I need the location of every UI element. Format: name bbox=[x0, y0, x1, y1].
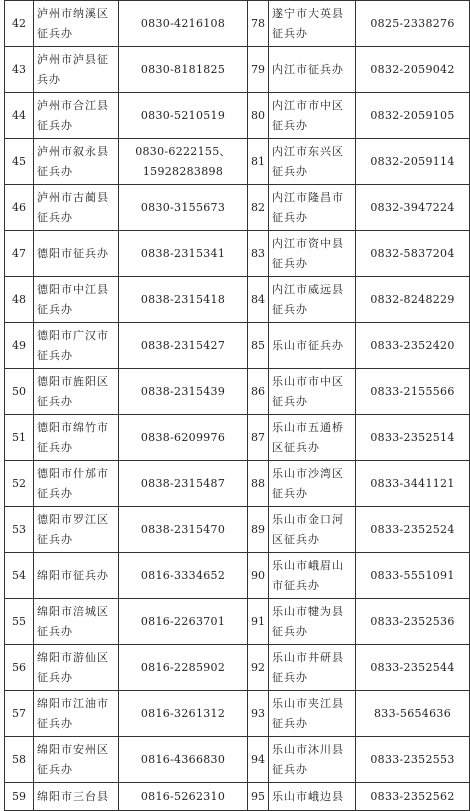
office-name: 绵阳市游仙区征兵办 bbox=[34, 645, 119, 691]
phone-cell bbox=[119, 231, 248, 277]
phone-cell bbox=[356, 323, 470, 369]
office-name: 内江市资中县征兵办 bbox=[269, 231, 356, 277]
phone-number: 0838-2315487 bbox=[140, 476, 226, 490]
row-index: 90 bbox=[248, 553, 269, 599]
office-name: 内江市征兵办 bbox=[269, 47, 356, 93]
office-name: 泸州市泸县征兵办 bbox=[34, 47, 119, 93]
table-row bbox=[5, 139, 470, 185]
phone-cell bbox=[119, 461, 248, 507]
table-row bbox=[5, 323, 470, 369]
table-body bbox=[5, 1, 470, 811]
phone-number: 0832-3947224 bbox=[370, 200, 455, 214]
office-name: 德阳市绵竹市征兵办 bbox=[34, 415, 119, 461]
phone-number: 0830-4216108 bbox=[140, 16, 226, 30]
phone-cell bbox=[119, 599, 248, 645]
row-index: 42 bbox=[5, 1, 34, 47]
phone-cell bbox=[119, 1, 248, 47]
row-index: 54 bbox=[5, 553, 34, 599]
row-index: 93 bbox=[248, 691, 269, 737]
phone-cell bbox=[119, 415, 248, 461]
phone-cell bbox=[119, 47, 248, 93]
phone-cell bbox=[356, 231, 470, 277]
row-index: 82 bbox=[248, 185, 269, 231]
table-row bbox=[5, 231, 470, 277]
recruitment-office-contact-table bbox=[4, 0, 470, 811]
phone-cell bbox=[356, 737, 470, 783]
phone-number: 0838-2315341 bbox=[140, 246, 226, 260]
phone-cell bbox=[119, 93, 248, 139]
phone-cell bbox=[119, 507, 248, 553]
row-index: 87 bbox=[248, 415, 269, 461]
office-name: 泸州市纳溪区征兵办 bbox=[34, 1, 119, 47]
row-index: 45 bbox=[5, 139, 34, 185]
phone-number: 0833-2352420 bbox=[370, 338, 455, 352]
phone-number: 0833-5551091 bbox=[370, 568, 455, 582]
phone-number: 0825-2338276 bbox=[370, 16, 455, 30]
office-name: 绵阳市安州区征兵办 bbox=[34, 737, 119, 783]
office-name: 乐山市征兵办 bbox=[269, 323, 356, 369]
phone-cell bbox=[119, 323, 248, 369]
phone-cell bbox=[356, 691, 470, 737]
row-index: 92 bbox=[248, 645, 269, 691]
phone-cell bbox=[356, 93, 470, 139]
row-index: 53 bbox=[5, 507, 34, 553]
phone-number: 0816-3334652 bbox=[140, 568, 226, 582]
row-index: 49 bbox=[5, 323, 34, 369]
phone-number: 0816-3261312 bbox=[140, 706, 226, 720]
office-name: 德阳市旌阳区征兵办 bbox=[34, 369, 119, 415]
row-index: 58 bbox=[5, 737, 34, 783]
office-name: 乐山市沐川县征兵办 bbox=[269, 737, 356, 783]
phone-number: 15928283898 bbox=[142, 164, 224, 178]
phone-number: 0816-5262310 bbox=[140, 789, 226, 803]
row-index: 55 bbox=[5, 599, 34, 645]
office-name: 泸州市叙永县征兵办 bbox=[34, 139, 119, 185]
phone-cell bbox=[119, 139, 248, 185]
office-name: 内江市东兴区征兵办 bbox=[269, 139, 356, 185]
row-index: 48 bbox=[5, 277, 34, 323]
table-row bbox=[5, 93, 470, 139]
row-index: 78 bbox=[248, 1, 269, 47]
phone-cell bbox=[119, 553, 248, 599]
office-name: 遂宁市大英县征兵办 bbox=[269, 1, 356, 47]
phone-number: 0832-5837204 bbox=[370, 246, 455, 260]
phone-number: 0816-2285902 bbox=[140, 660, 226, 674]
phone-number: 0832-8248229 bbox=[370, 292, 455, 306]
phone-cell bbox=[356, 783, 470, 811]
phone-number: 0833-2352536 bbox=[370, 614, 455, 628]
row-index: 50 bbox=[5, 369, 34, 415]
row-index: 83 bbox=[248, 231, 269, 277]
row-index: 57 bbox=[5, 691, 34, 737]
phone-number: 0816-2263701 bbox=[140, 614, 226, 628]
phone-cell bbox=[119, 783, 248, 811]
office-name: 绵阳市涪城区征兵办 bbox=[34, 599, 119, 645]
phone-cell bbox=[119, 645, 248, 691]
table-row bbox=[5, 415, 470, 461]
phone-number: 0830-3155673 bbox=[140, 200, 226, 214]
phone-number: 0838-2315439 bbox=[140, 384, 226, 398]
phone-number: 0832-2059105 bbox=[370, 108, 455, 122]
phone-number: 0816-4366830 bbox=[140, 752, 226, 766]
phone-number: 0838-2315418 bbox=[140, 292, 226, 306]
office-name: 德阳市什邡市征兵办 bbox=[34, 461, 119, 507]
phone-number: 0833-3441121 bbox=[370, 476, 455, 490]
phone-cell bbox=[356, 599, 470, 645]
table-row bbox=[5, 645, 470, 691]
phone-cell bbox=[356, 507, 470, 553]
row-index: 81 bbox=[248, 139, 269, 185]
phone-number: 0833-2352544 bbox=[370, 660, 455, 674]
row-index: 56 bbox=[5, 645, 34, 691]
office-name: 乐山市金口河区征兵办 bbox=[269, 507, 356, 553]
table-row bbox=[5, 461, 470, 507]
phone-cell bbox=[356, 645, 470, 691]
office-name: 内江市市中区征兵办 bbox=[269, 93, 356, 139]
office-name: 泸州市合江县征兵办 bbox=[34, 93, 119, 139]
office-name: 绵阳市三台县 bbox=[34, 783, 119, 811]
office-name: 泸州市古蔺县征兵办 bbox=[34, 185, 119, 231]
row-index: 91 bbox=[248, 599, 269, 645]
row-index: 80 bbox=[248, 93, 269, 139]
office-name: 乐山市沙湾区征兵办 bbox=[269, 461, 356, 507]
phone-number: 0830-5210519 bbox=[140, 108, 226, 122]
table-row bbox=[5, 1, 470, 47]
phone-cell bbox=[356, 277, 470, 323]
phone-number: 833-5654636 bbox=[373, 706, 451, 720]
phone-cell bbox=[119, 185, 248, 231]
phone-cell bbox=[119, 369, 248, 415]
phone-cell bbox=[356, 185, 470, 231]
row-index: 51 bbox=[5, 415, 34, 461]
phone-number: 0830-8181825 bbox=[140, 62, 226, 76]
office-name: 乐山市市中区征兵办 bbox=[269, 369, 356, 415]
table-row bbox=[5, 47, 470, 93]
office-name: 乐山市五通桥区征兵办 bbox=[269, 415, 356, 461]
row-index: 94 bbox=[248, 737, 269, 783]
phone-number: 0838-2315470 bbox=[140, 522, 226, 536]
phone-cell bbox=[356, 1, 470, 47]
phone-cell bbox=[119, 737, 248, 783]
row-index: 59 bbox=[5, 783, 34, 811]
phone-cell bbox=[356, 553, 470, 599]
office-name: 乐山市犍为县征兵办 bbox=[269, 599, 356, 645]
phone-cell bbox=[356, 369, 470, 415]
table-row bbox=[5, 691, 470, 737]
row-index: 79 bbox=[248, 47, 269, 93]
row-index: 43 bbox=[5, 47, 34, 93]
phone-cell bbox=[356, 47, 470, 93]
table-row bbox=[5, 369, 470, 415]
row-index: 86 bbox=[248, 369, 269, 415]
office-name: 德阳市广汉市征兵办 bbox=[34, 323, 119, 369]
office-name: 乐山市井研县征兵办 bbox=[269, 645, 356, 691]
table-row bbox=[5, 737, 470, 783]
office-name: 德阳市中江县征兵办 bbox=[34, 277, 119, 323]
office-name: 乐山市峨边县 bbox=[269, 783, 356, 811]
phone-number: 0833-2155566 bbox=[370, 384, 455, 398]
phone-number: 0833-2352514 bbox=[370, 430, 455, 444]
phone-cell bbox=[119, 277, 248, 323]
office-name: 绵阳市征兵办 bbox=[34, 553, 119, 599]
table-row bbox=[5, 783, 470, 811]
row-index: 52 bbox=[5, 461, 34, 507]
row-index: 95 bbox=[248, 783, 269, 811]
phone-number: 0838-6209976 bbox=[140, 430, 226, 444]
table-row bbox=[5, 553, 470, 599]
phone-number: 0833-2352553 bbox=[370, 752, 455, 766]
row-index: 47 bbox=[5, 231, 34, 277]
table-row bbox=[5, 185, 470, 231]
office-name: 内江市威远县征兵办 bbox=[269, 277, 356, 323]
phone-number: 0832-2059114 bbox=[370, 154, 455, 168]
phone-number: 0832-2059042 bbox=[370, 62, 455, 76]
phone-cell bbox=[356, 461, 470, 507]
office-name: 乐山市峨眉山市征兵办 bbox=[269, 553, 356, 599]
table-row bbox=[5, 277, 470, 323]
phone-number: 0833-2352562 bbox=[370, 789, 455, 803]
office-name: 乐山市夹江县征兵办 bbox=[269, 691, 356, 737]
office-name: 绵阳市江油市征兵办 bbox=[34, 691, 119, 737]
office-name: 内江市隆昌市征兵办 bbox=[269, 185, 356, 231]
phone-cell bbox=[356, 139, 470, 185]
phone-number: 0838-2315427 bbox=[140, 338, 226, 352]
row-index: 84 bbox=[248, 277, 269, 323]
row-index: 88 bbox=[248, 461, 269, 507]
row-index: 89 bbox=[248, 507, 269, 553]
office-name: 德阳市罗江区征兵办 bbox=[34, 507, 119, 553]
table-row bbox=[5, 507, 470, 553]
phone-number: 0830-6222155、 bbox=[135, 144, 231, 158]
row-index: 46 bbox=[5, 185, 34, 231]
phone-cell bbox=[356, 415, 470, 461]
table-row bbox=[5, 599, 470, 645]
phone-cell bbox=[119, 691, 248, 737]
office-name: 德阳市征兵办 bbox=[34, 231, 119, 277]
phone-number: 0833-2352524 bbox=[370, 522, 455, 536]
row-index: 44 bbox=[5, 93, 34, 139]
row-index: 85 bbox=[248, 323, 269, 369]
